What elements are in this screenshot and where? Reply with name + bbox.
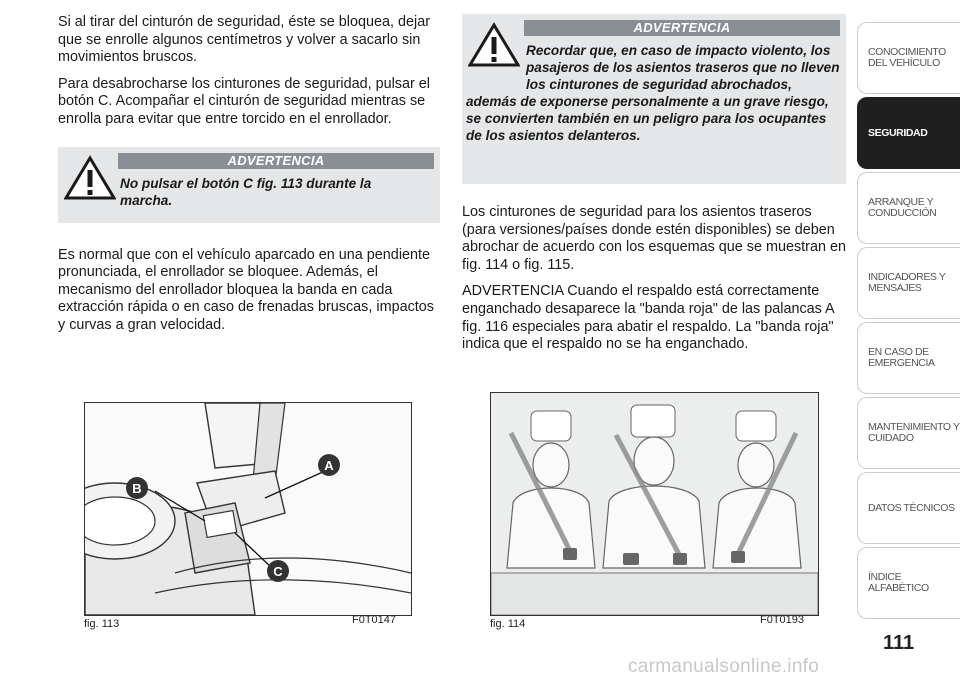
- tab-label: SEGURIDAD: [868, 126, 928, 139]
- warning-icon: [64, 155, 116, 201]
- fig113-label-a: A: [324, 458, 334, 473]
- warning-text: [466, 42, 840, 144]
- seatbelt-buckle-illustration: [85, 403, 411, 615]
- rear-seatbelts-illustration: [491, 393, 818, 615]
- watermark: carmanualsonline.info: [628, 656, 820, 677]
- figure-114: [490, 392, 819, 616]
- warning-box: [462, 14, 846, 184]
- paragraph: Para desabrocharse los cinturones de seguridad, pulsar el botón C. Acompañar el cinturón de seguridad mientras se enrolla para evitar que entre torcido en el enrollador.: [58, 75, 430, 127]
- tab-seguridad[interactable]: [857, 97, 960, 169]
- paragraph: Los cinturones de seguridad para los asientos traseros (para versiones/países donde estén disponibles) se deben abrochar de acuerdo con los esquemas que se muestran en fig. 114 o fig. 115.: [462, 204, 846, 273]
- tab-indice[interactable]: [857, 547, 960, 619]
- tab-label: ARRANQUE Y CONDUCCIÓN: [868, 196, 937, 219]
- warning-box: [58, 147, 440, 223]
- tab-mantenimiento[interactable]: [857, 397, 960, 469]
- figure-caption: fig. 114: [490, 618, 526, 630]
- tab-arranque[interactable]: [857, 172, 960, 244]
- fig113-label-c: C: [273, 564, 283, 579]
- paragraph: Si al tirar del cinturón de seguridad, éste se bloquea, dejar que se enrolle algunos centímetros y volver a sacarlo sin movimientos bruscos.: [58, 14, 430, 66]
- tab-label: CONOCIMIENTO DEL VEHÍCULO: [868, 46, 946, 69]
- tab-datos-tecnicos[interactable]: [857, 472, 960, 544]
- right-column: [462, 14, 846, 363]
- figure-caption: fig. 113: [84, 618, 120, 630]
- left-column: [58, 14, 440, 344]
- section-nav: [857, 22, 960, 622]
- tab-label: EN CASO DE EMERGENCIA: [868, 346, 935, 369]
- figure-code: F0T0193: [760, 614, 805, 626]
- tab-conocimiento[interactable]: [857, 22, 960, 94]
- tab-label: MANTENIMIENTO Y CUIDADO: [868, 421, 960, 444]
- tab-label: ÍNDICE ALFABÉTICO: [868, 571, 929, 594]
- tab-indicadores[interactable]: [857, 247, 960, 319]
- figure-code: F0T0147: [352, 614, 397, 626]
- tab-emergencia[interactable]: [857, 322, 960, 394]
- warning-text: No pulsar el botón C fig. 113 durante la marcha.: [120, 175, 372, 208]
- paragraph: ADVERTENCIA Cuando el respaldo está correctamente enganchado desaparece la "banda roja" de las palancas A fig. 116 especiales para abatir el respaldo. La "banda roja" indica que el respaldo no se ha enganchado.: [462, 283, 834, 353]
- page-number: 111: [883, 632, 915, 654]
- tab-label: DATOS TÉCNICOS: [868, 501, 955, 514]
- figure-113: [84, 402, 412, 616]
- warning-text-content: Recordar que, en caso de impacto violento, los pasajeros de los asientos traseros que no lleven los cinturones de seguridad abrochados, además de exponerse personalmente a un grave riesgo, se convierten también en un peligro para los ocupantes de los asientos delanteros.: [466, 43, 840, 143]
- paragraph: Es normal que con el vehículo aparcado en una pendiente pronunciada, el enrollador se bloquee. Además, el mecanismo del enrollador bloquea la banda en cada extracción rápida o en caso de frenadas bruscas, impactos y curvas a gran velocidad.: [58, 246, 434, 333]
- fig113-label-b: B: [132, 481, 142, 496]
- warning-heading: ADVERTENCIA: [524, 20, 840, 36]
- tab-label: INDICADORES Y MENSAJES: [868, 271, 946, 294]
- warning-heading: ADVERTENCIA: [118, 153, 434, 169]
